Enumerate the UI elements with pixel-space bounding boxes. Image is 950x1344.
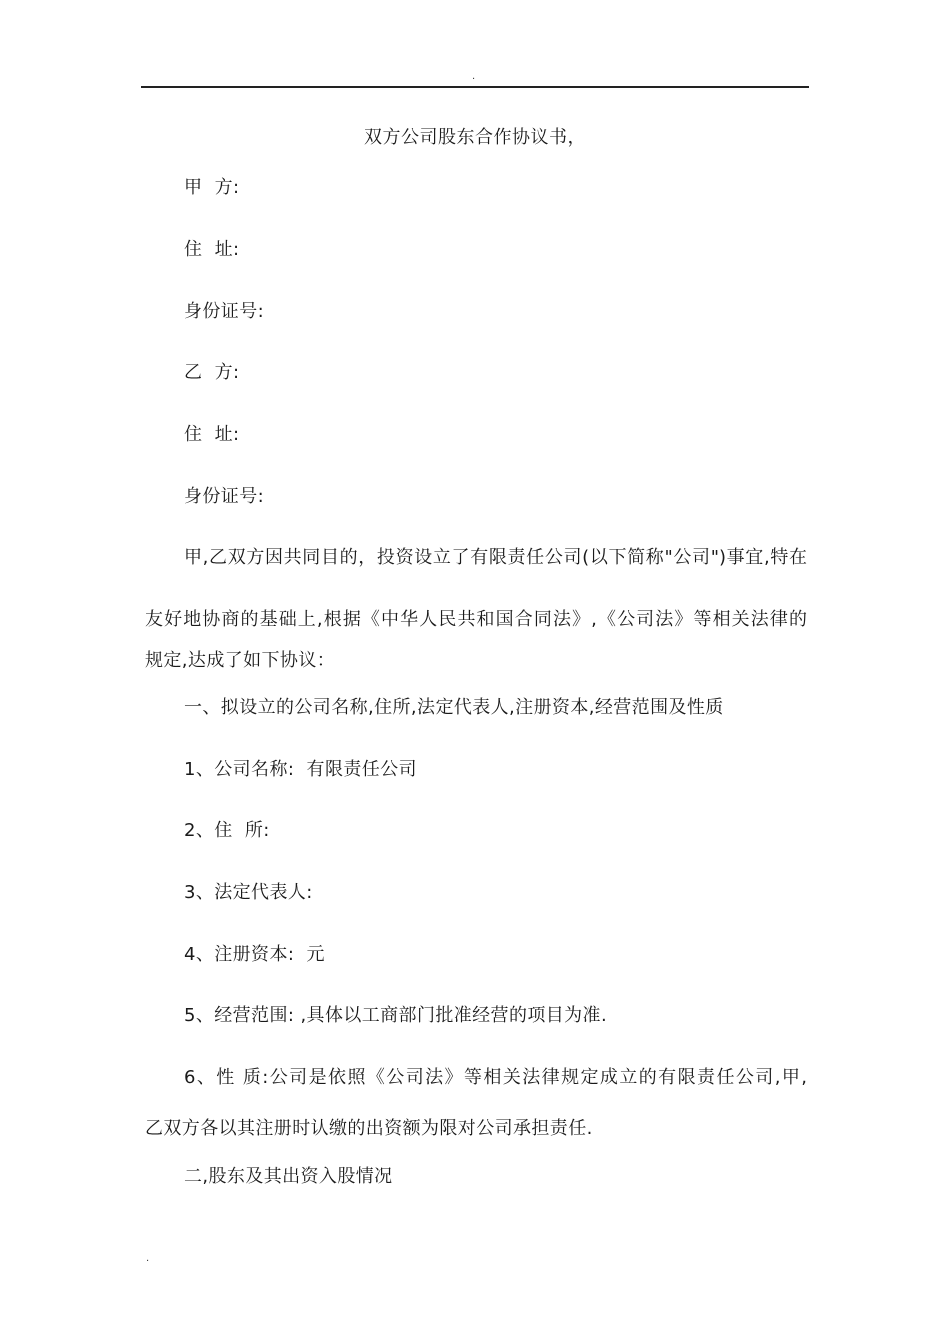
- party-a-address-label: 住 址:: [184, 239, 240, 260]
- section-1-item-4: 4、注册资本: 元: [184, 944, 325, 965]
- section-1-item-6-line-1: 6、性 质:公司是依照《公司法》等相关法律规定成立的有限责任公司,甲,: [184, 1067, 807, 1088]
- preamble-line-2: 友好地协商的基础上,根据《中华人民共和国合同法》,《公司法》等相关法律的: [145, 609, 807, 630]
- section-1-item-5: 5、经营范围: ,具体以工商部门批准经营的项目为准.: [184, 1005, 608, 1026]
- section-1-item-6-line-2: 乙双方各以其注册时认缴的出资额为限对公司承担责任.: [145, 1118, 593, 1139]
- preamble-line-3: 规定,达成了如下协议：: [145, 650, 336, 671]
- party-a-name-label: 甲 方:: [184, 177, 240, 198]
- preamble-line-1: 甲,乙双方因共同目的，投资设立了有限责任公司(以下简称"公司")事宜,特在: [184, 547, 807, 568]
- header-rule: [141, 86, 809, 88]
- document-title: 双方公司股东合作协议书，: [364, 127, 586, 148]
- section-1-item-1: 1、公司名称: 有限责任公司: [184, 759, 417, 780]
- party-b-id-label: 身份证号:: [184, 486, 265, 507]
- section-1-item-3: 3、法定代表人:: [184, 882, 313, 903]
- section-1-heading: 一、拟设立的公司名称,住所,法定代表人,注册资本,经营范围及性质: [184, 697, 724, 718]
- party-a-id-label: 身份证号:: [184, 301, 265, 322]
- section-1-item-2: 2、住 所:: [184, 820, 270, 841]
- header-dot: .: [472, 71, 476, 82]
- footer-dot: .: [146, 1253, 150, 1264]
- section-2-heading: 二,股东及其出资入股情况: [184, 1166, 393, 1187]
- party-b-name-label: 乙 方:: [184, 362, 240, 383]
- party-b-address-label: 住 址:: [184, 424, 240, 445]
